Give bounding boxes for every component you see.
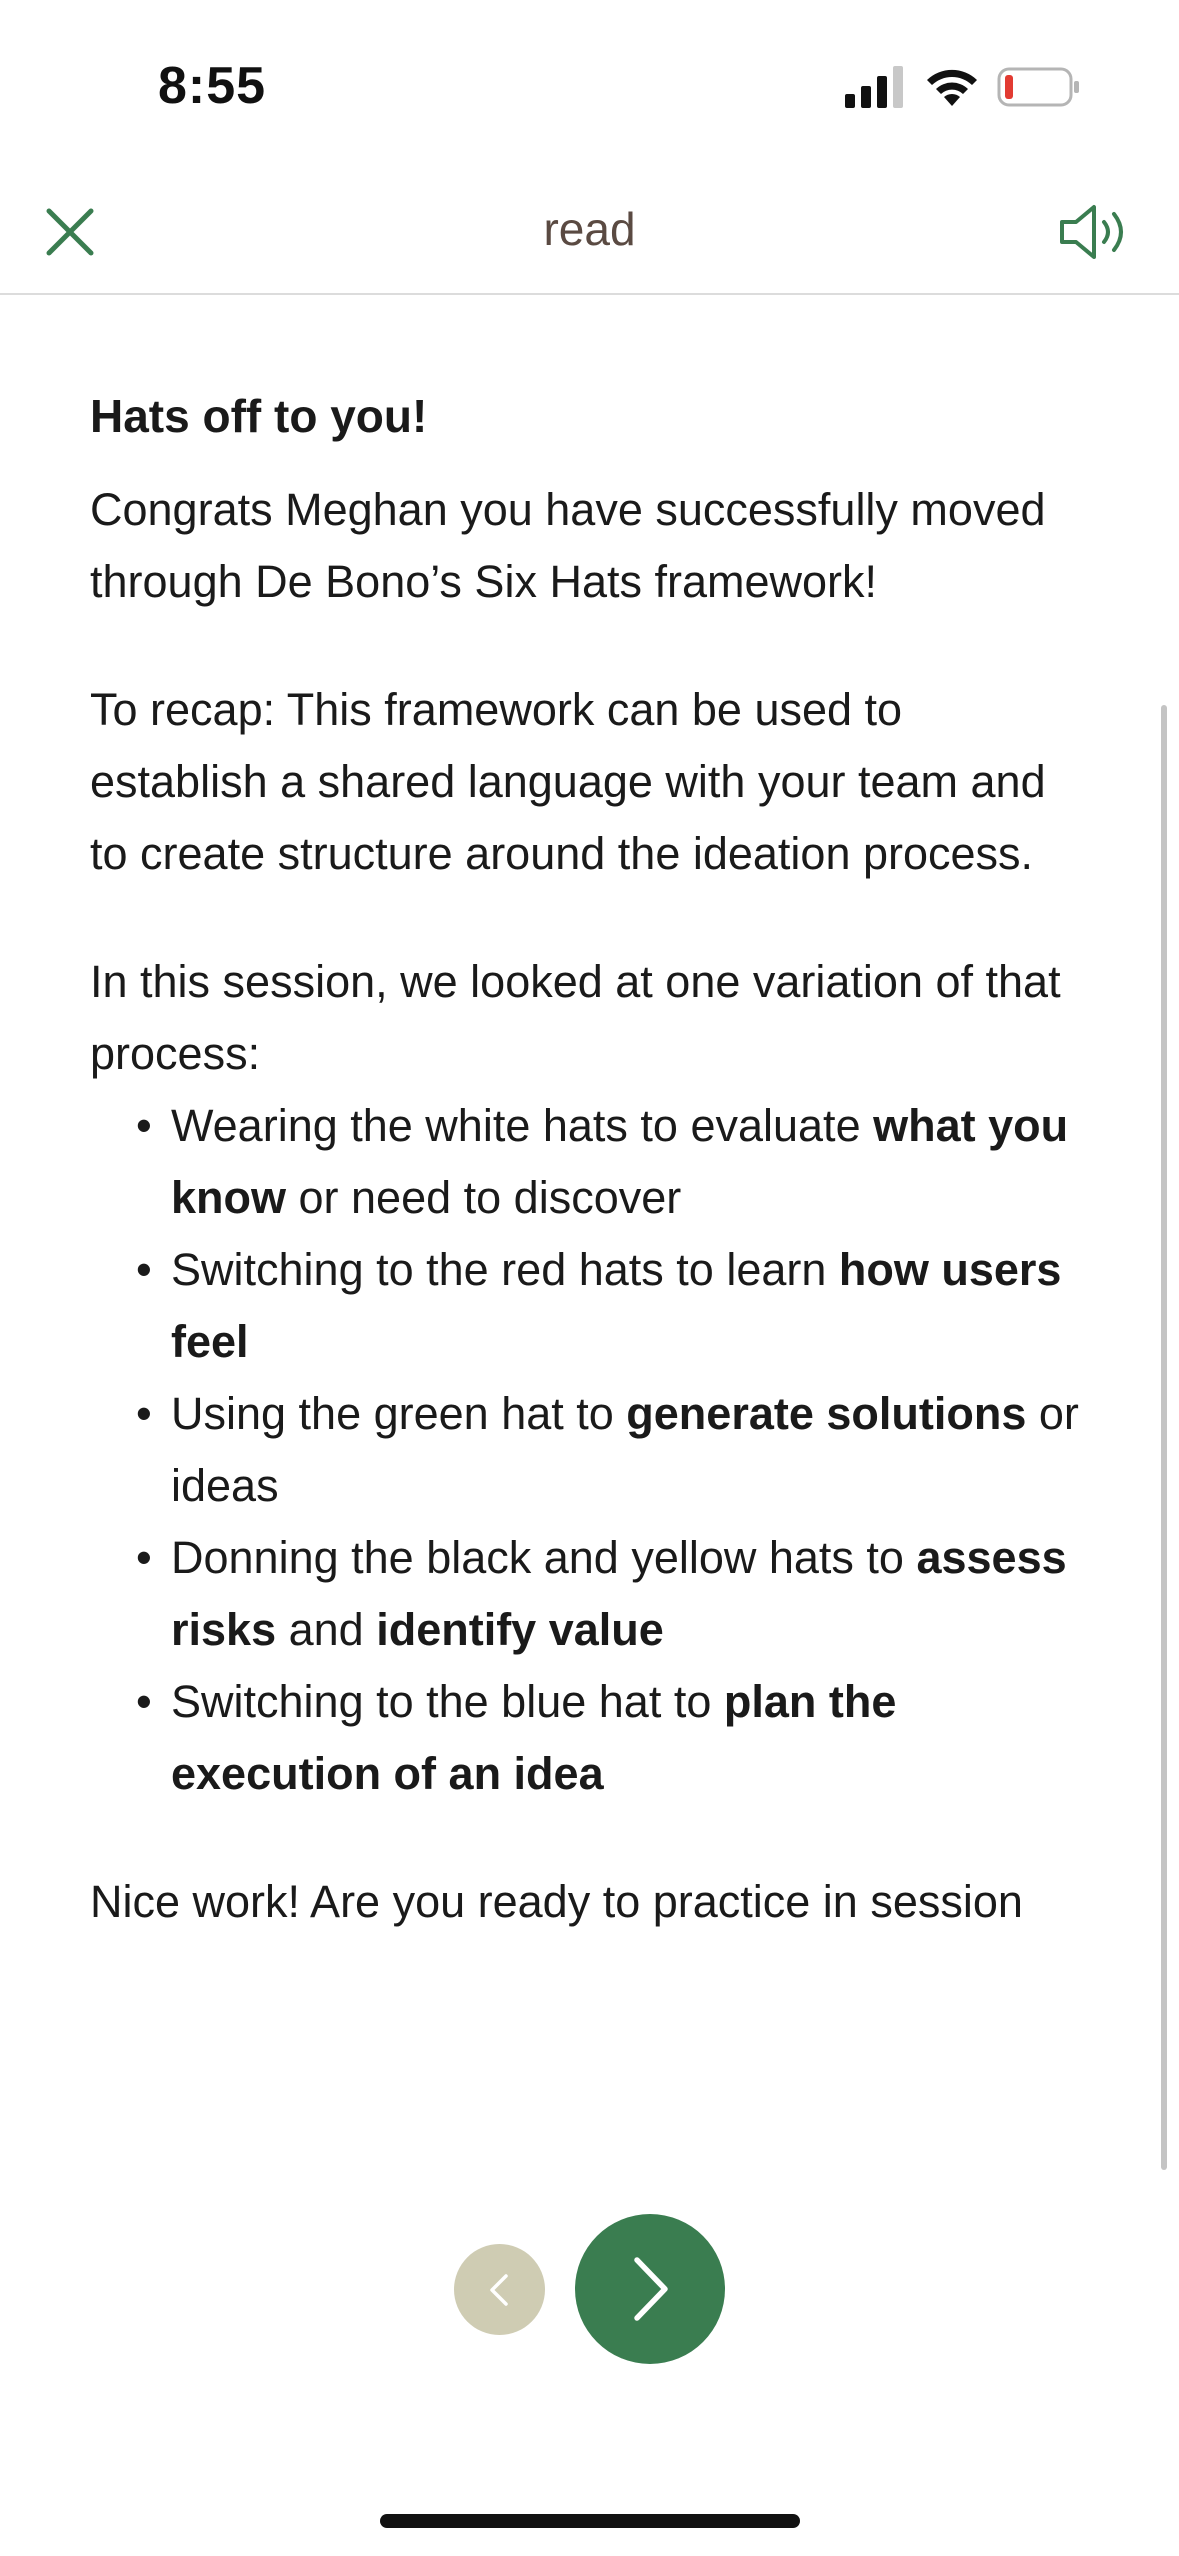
battery-low-icon <box>997 66 1081 108</box>
congrats-paragraph: Congrats Meghan you have successfully moved through De Bono’s Six Hats framework! <box>90 484 1046 607</box>
wifi-icon <box>924 64 980 108</box>
list-item: • Donning the black and yellow hats to assess risks and identify value <box>90 1522 1090 1666</box>
bullet-dot: • <box>136 1388 152 1439</box>
recap-paragraph: To recap: This framework can be used to establish a shared language with your team and to create structure around the ideation process. <box>90 684 1046 879</box>
status-bar <box>0 0 1179 170</box>
hats-list <box>90 1090 1090 1810</box>
chevron-left-icon <box>480 2270 520 2310</box>
home-indicator <box>380 2514 800 2528</box>
lesson-content <box>90 380 1090 1938</box>
cellular-signal-icon <box>845 66 905 108</box>
list-item: • Switching to the blue hat to plan the execution of an idea <box>90 1666 1090 1810</box>
list-item: • Switching to the red hats to learn how users feel <box>90 1234 1090 1378</box>
bullet-dot: • <box>136 1532 152 1583</box>
closing-paragraph: Nice work! Are you ready to practice in session <box>90 1876 1023 1927</box>
next-button[interactable] <box>575 2214 725 2364</box>
lesson-header <box>0 170 1179 295</box>
list-item: • Using the green hat to generate solutions or ideas <box>90 1378 1090 1522</box>
scrollbar-thumb[interactable] <box>1161 705 1167 2170</box>
bullet-dot: • <box>136 1100 152 1151</box>
speaker-icon <box>1058 202 1132 262</box>
list-item: • Wearing the white hats to evaluate what you know or need to discover <box>90 1090 1090 1234</box>
audio-button[interactable] <box>1050 192 1140 272</box>
bullet-dot: • <box>136 1244 152 1295</box>
lesson-heading: Hats off to you! <box>90 390 428 442</box>
session-paragraph: In this session, we looked at one variation of that process: <box>90 956 1061 1079</box>
bullet-dot: • <box>136 1676 152 1727</box>
previous-button[interactable] <box>454 2244 545 2335</box>
chevron-right-icon <box>615 2254 685 2324</box>
status-time: 8:55 <box>158 57 267 115</box>
page-title: read <box>543 203 636 255</box>
